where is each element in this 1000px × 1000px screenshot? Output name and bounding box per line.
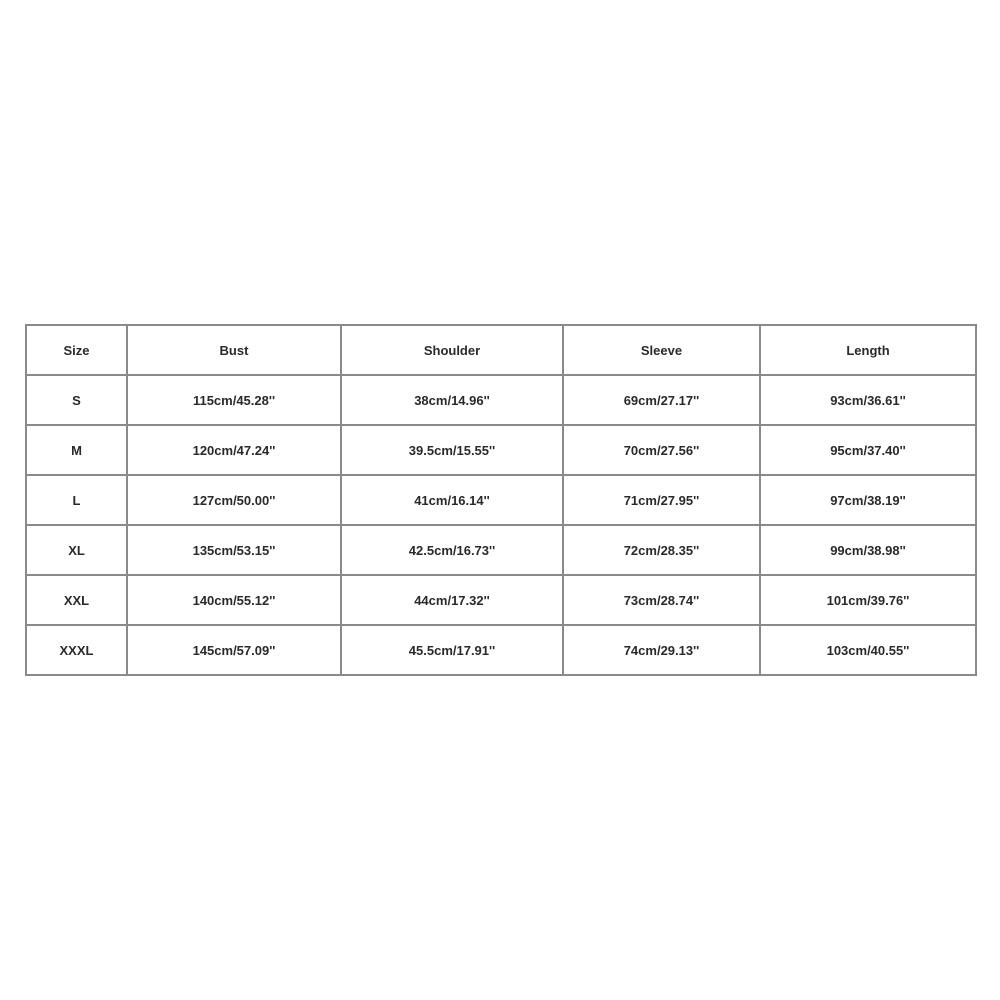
cell-bust: 140cm/55.12'' [127, 575, 341, 625]
cell-sleeve: 72cm/28.35'' [563, 525, 760, 575]
cell-bust: 135cm/53.15'' [127, 525, 341, 575]
cell-sleeve: 73cm/28.74'' [563, 575, 760, 625]
cell-shoulder: 38cm/14.96'' [341, 375, 563, 425]
header-size: Size [26, 325, 127, 375]
cell-shoulder: 42.5cm/16.73'' [341, 525, 563, 575]
cell-size: L [26, 475, 127, 525]
table-row [26, 425, 976, 475]
size-chart-table [25, 324, 977, 676]
cell-shoulder: 45.5cm/17.91'' [341, 625, 563, 675]
cell-length: 99cm/38.98'' [760, 525, 976, 575]
cell-sleeve: 69cm/27.17'' [563, 375, 760, 425]
table-row [26, 575, 976, 625]
cell-bust: 120cm/47.24'' [127, 425, 341, 475]
cell-size: XXL [26, 575, 127, 625]
cell-size: M [26, 425, 127, 475]
header-shoulder: Shoulder [341, 325, 563, 375]
cell-size: XXXL [26, 625, 127, 675]
cell-bust: 115cm/45.28'' [127, 375, 341, 425]
header-row [26, 325, 976, 375]
cell-bust: 145cm/57.09'' [127, 625, 341, 675]
cell-length: 97cm/38.19'' [760, 475, 976, 525]
cell-shoulder: 39.5cm/15.55'' [341, 425, 563, 475]
table-row [26, 475, 976, 525]
cell-length: 101cm/39.76'' [760, 575, 976, 625]
cell-sleeve: 71cm/27.95'' [563, 475, 760, 525]
header-bust: Bust [127, 325, 341, 375]
table-row [26, 625, 976, 675]
header-length: Length [760, 325, 976, 375]
table-row [26, 525, 976, 575]
cell-bust: 127cm/50.00'' [127, 475, 341, 525]
header-sleeve: Sleeve [563, 325, 760, 375]
cell-length: 103cm/40.55'' [760, 625, 976, 675]
cell-sleeve: 74cm/29.13'' [563, 625, 760, 675]
cell-shoulder: 41cm/16.14'' [341, 475, 563, 525]
cell-shoulder: 44cm/17.32'' [341, 575, 563, 625]
cell-length: 95cm/37.40'' [760, 425, 976, 475]
cell-sleeve: 70cm/27.56'' [563, 425, 760, 475]
cell-size: S [26, 375, 127, 425]
table-row [26, 375, 976, 425]
cell-length: 93cm/36.61'' [760, 375, 976, 425]
cell-size: XL [26, 525, 127, 575]
